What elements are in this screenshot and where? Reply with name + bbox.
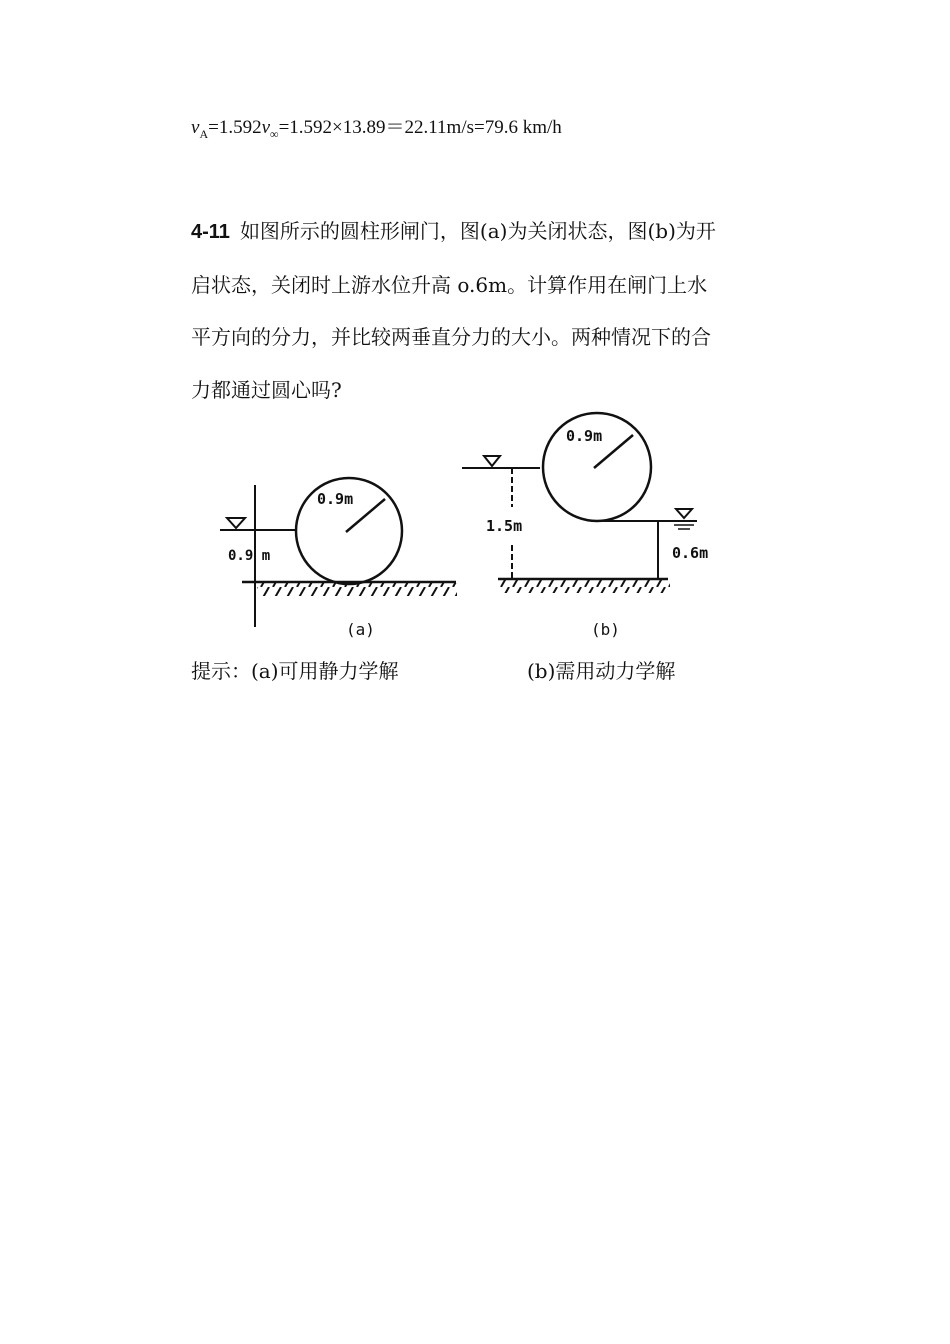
v-symbol: v xyxy=(191,117,200,138)
eq-part1: =1.592 xyxy=(208,117,262,138)
downstream-label-b: 0.6m xyxy=(672,544,709,562)
velocity-equation xyxy=(191,112,562,142)
problem-line-4: 力都通过圆心吗? xyxy=(191,377,342,402)
problem-text-1: 如图所示的圆柱形闸门，图(a)为关闭状态，图(b)为开 xyxy=(239,219,716,243)
ground-hatch-a xyxy=(257,583,457,596)
caption-a: (a) xyxy=(346,620,375,639)
gate-figure xyxy=(200,405,740,650)
v-inf-sub: ∞ xyxy=(270,126,279,141)
figure-b xyxy=(462,413,708,639)
water-level-icon-b-down xyxy=(676,509,692,518)
depth-label-a: 0.9 m xyxy=(228,548,271,564)
radius-label-b: 0.9m xyxy=(566,427,603,445)
water-level-icon-b-up xyxy=(484,456,500,466)
v-inf-symbol: v xyxy=(261,117,271,138)
problem-number: 4-11 xyxy=(191,221,230,243)
problem-line-2: 启状态，关闭时上游水位升高 o.6m。计算作用在闸门上水 xyxy=(191,272,708,297)
upstream-label-b: 1.5m xyxy=(486,517,523,535)
figure-a xyxy=(220,478,457,639)
eq-part2: =1.592×13.89＝22.11m/s=79.6 km/h xyxy=(278,117,562,138)
v-sub: A xyxy=(199,126,209,141)
problem-line-1 xyxy=(191,205,771,259)
ground-hatch-b xyxy=(500,580,670,593)
problem-4-11 xyxy=(191,205,771,416)
radius-label-a: 0.9m xyxy=(317,490,354,508)
problem-line-3: 平方向的分力，并比较两垂直分力的大小。两种情况下的合 xyxy=(191,325,711,349)
caption-b: (b) xyxy=(591,620,620,639)
hint-b: (b)需用动力学解 xyxy=(527,659,676,683)
water-level-icon-a xyxy=(227,518,245,528)
hint-a: 提示：(a)可用静力学解 xyxy=(191,659,399,683)
